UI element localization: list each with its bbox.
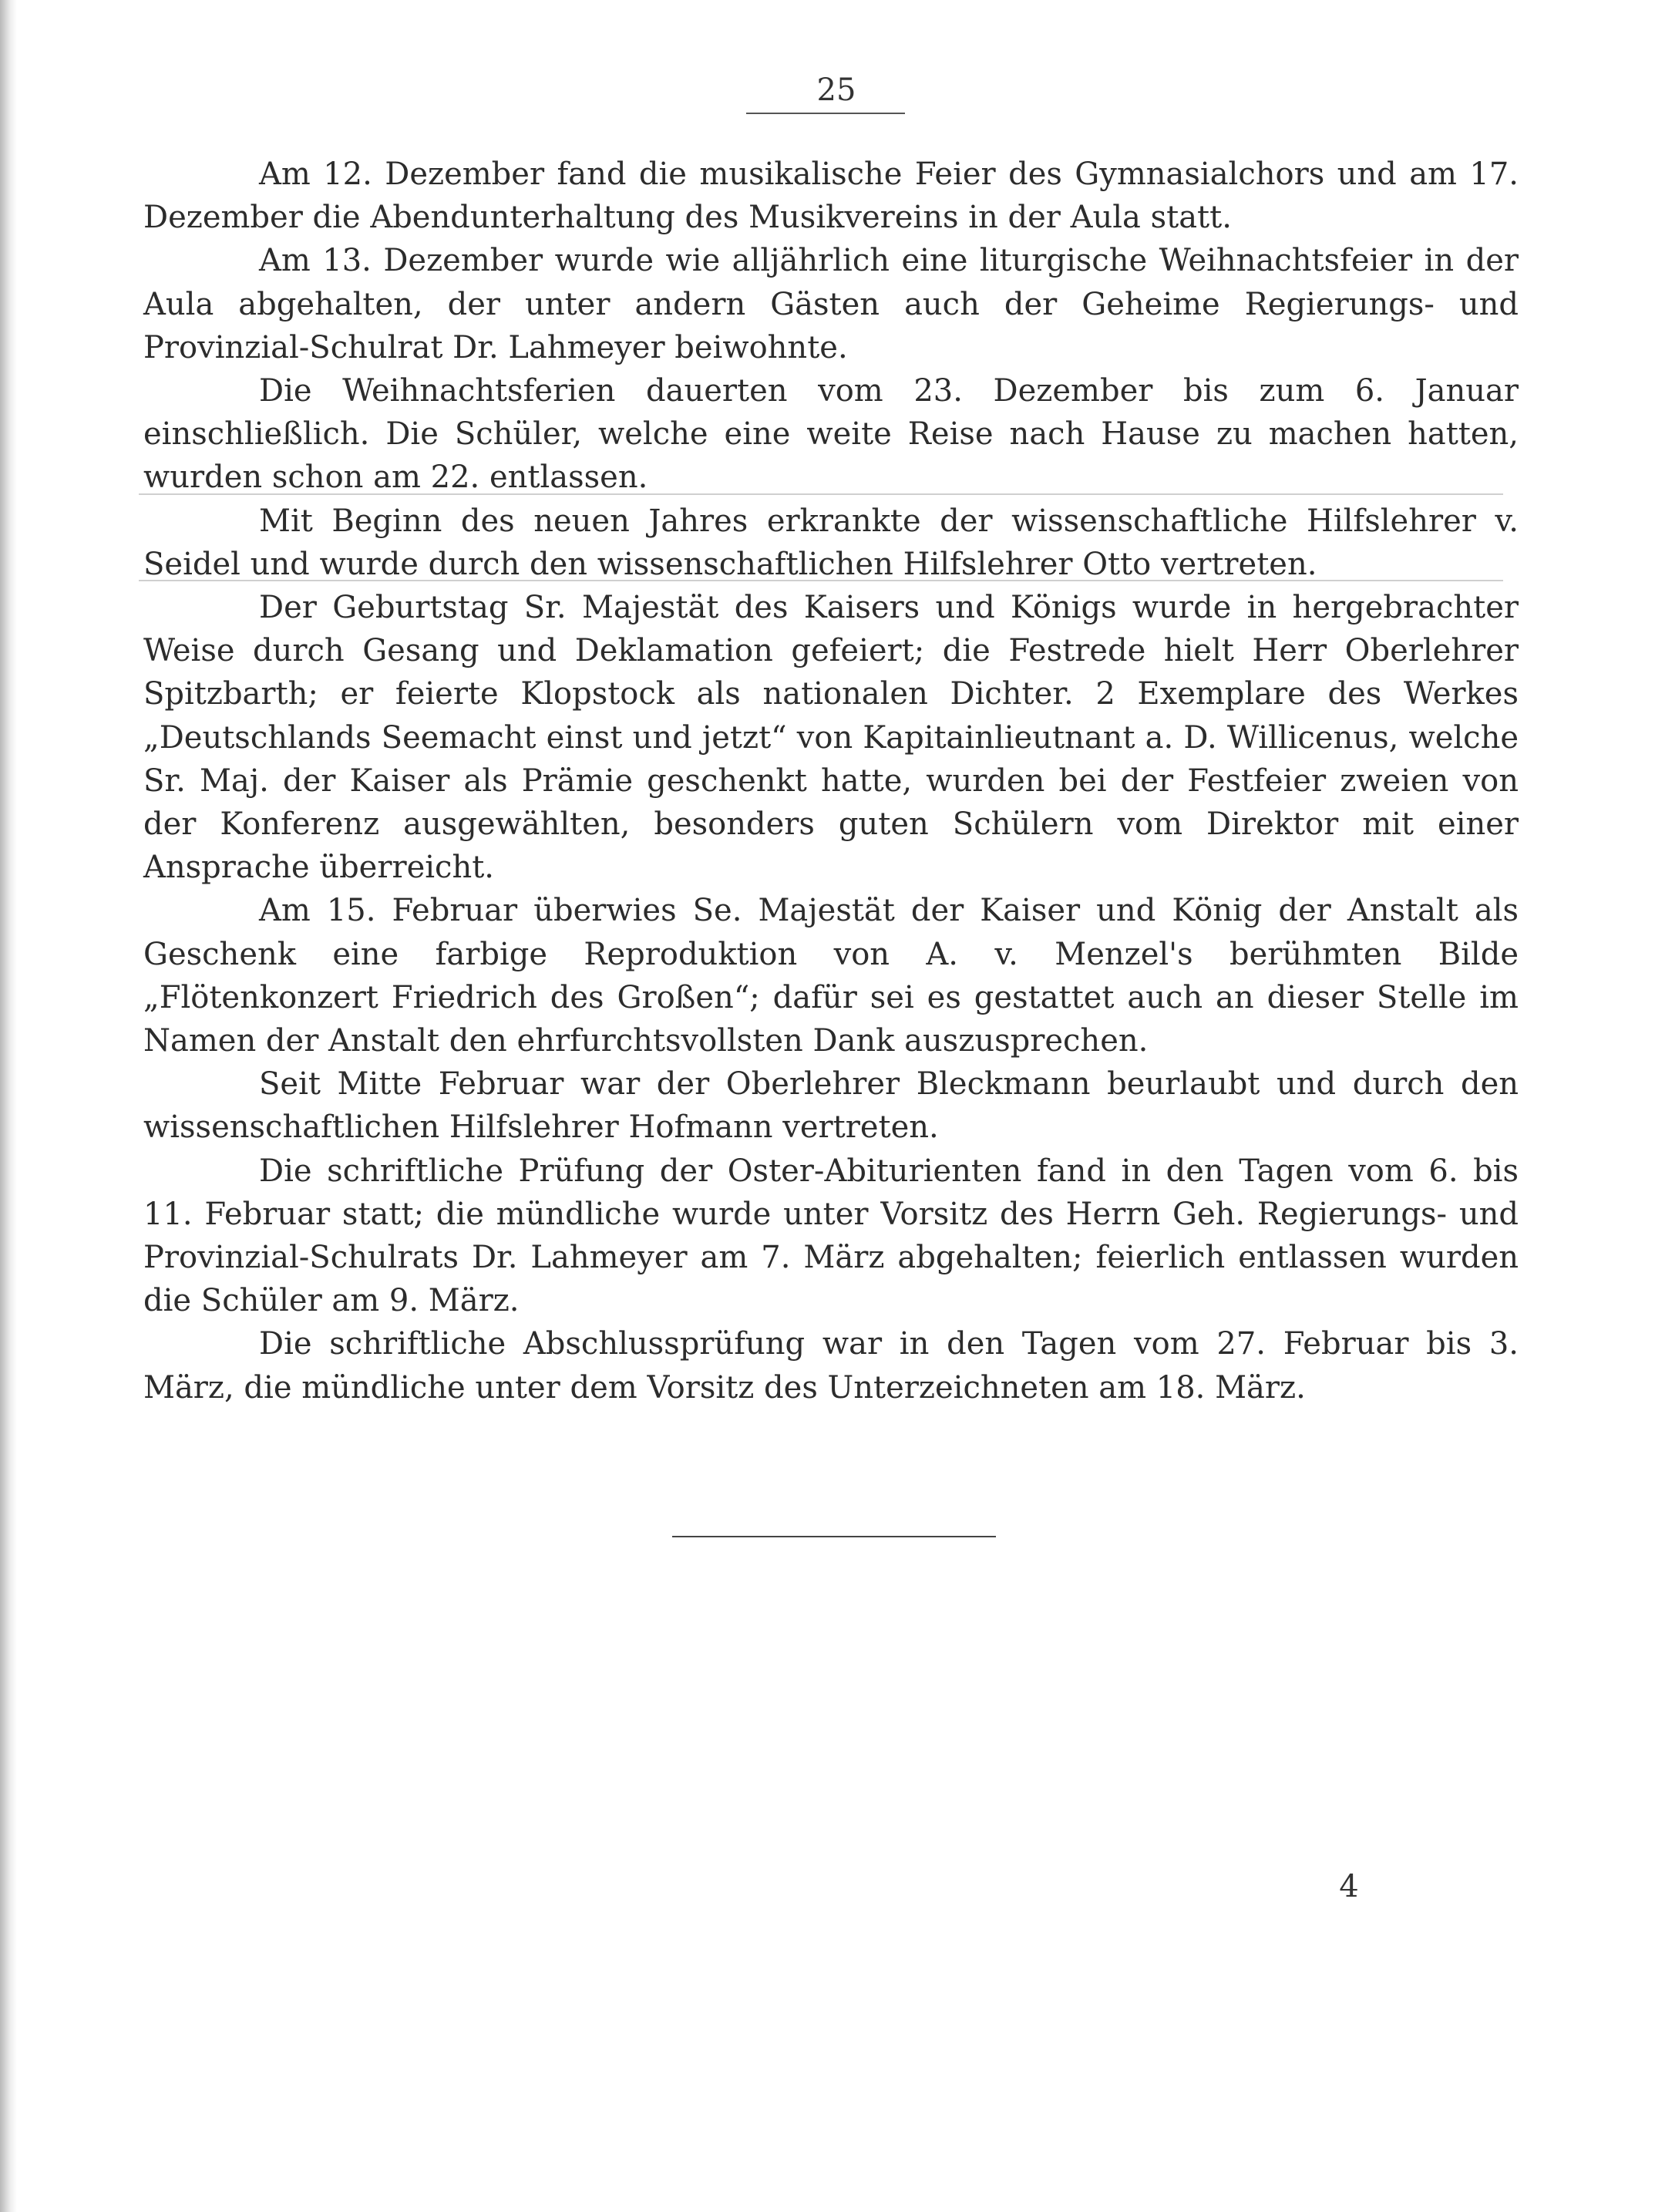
page-number-underline [746, 113, 905, 114]
paragraph: Mit Beginn des neuen Jahres erkrankte der wissenschaftliche Hilfslehrer v. Seidel und wurde durch den wissenschaftlichen Hilfslehrer Otto vertreten. [143, 503, 1519, 582]
paragraph: Am 15. Februar überwies Se. Majestät der Kaiser und König der Anstalt als Geschenk eine farbige Reproduktion von A. v. Menzel's berühmten Bilde „Flötenkonzert Friedrich des Großen“; dafür sei es gestattet auch an dieser Stelle im Namen der Anstalt den ehrfurchtsvollsten Dank auszusprechen. [143, 893, 1519, 1059]
paragraph: Die schriftliche Prüfung der Oster-Abiturienten fand in den Tagen vom 6. bis 11. Februar statt; die mündliche wurde unter Vorsitz des Herrn Geh. Regierungs- und Provinzial-Schulrats Dr. Lahmeyer am 7. März abgehalten; feierlich entlassen wurden die Schüler am 9. März. [143, 1153, 1519, 1319]
paragraph: Die schriftliche Abschlussprüfung war in den Tagen vom 27. Februar bis 3. März, die mündliche unter dem Vorsitz des Unterzeichneten am 18. März. [143, 1326, 1519, 1406]
paragraph: Seit Mitte Februar war der Oberlehrer Bleckmann beurlaubt und durch den wissenschaftlichen Hilfslehrer Hofmann vertreten. [143, 1066, 1519, 1146]
paragraph: Am 12. Dezember fand die musikalische Feier des Gymnasialchors und am 17. Dezember die Abendunterhaltung des Musikvereins in der Aula statt. [143, 157, 1519, 236]
body-text [143, 153, 1519, 1409]
paragraph: Die Weihnachtsferien dauerten vom 23. Dezember bis zum 6. Januar einschließlich. Die Schüler, welche eine weite Reise nach Hause zu machen hatten, wurden schon am 22. entlassen. [143, 373, 1519, 496]
page-number: 25 [816, 72, 856, 108]
paragraph: Der Geburtstag Sr. Majestät des Kaisers und Königs wurde in hergebrachter Weise durch Gesang und Deklamation gefeiert; die Festrede hielt Herr Oberlehrer Spitzbarth; er feierte Klopstock als nationalen Dichter. 2 Exemplare des Werkes „Deutschlands Seemacht einst und jetzt“ von Kapitainlieutnant a. D. Willicenus, welche Sr. Maj. der Kaiser als Prämie geschenkt hatte, wurden bei der Festfeier zweien von der Konferenz ausgewählten, besonders guten Schülern vom Direktor mit einer Ansprache überreicht. [143, 590, 1519, 886]
signature-mark: 4 [1339, 1869, 1359, 1904]
paragraph: Am 13. Dezember wurde wie alljährlich eine liturgische Weihnachtsfeier in der Aula abgehalten, der unter andern Gästen auch der Geheime Regierungs- und Provinzial-Schulrat Dr. Lahmeyer beiwohnte. [143, 243, 1519, 365]
closing-rule [672, 1536, 996, 1537]
